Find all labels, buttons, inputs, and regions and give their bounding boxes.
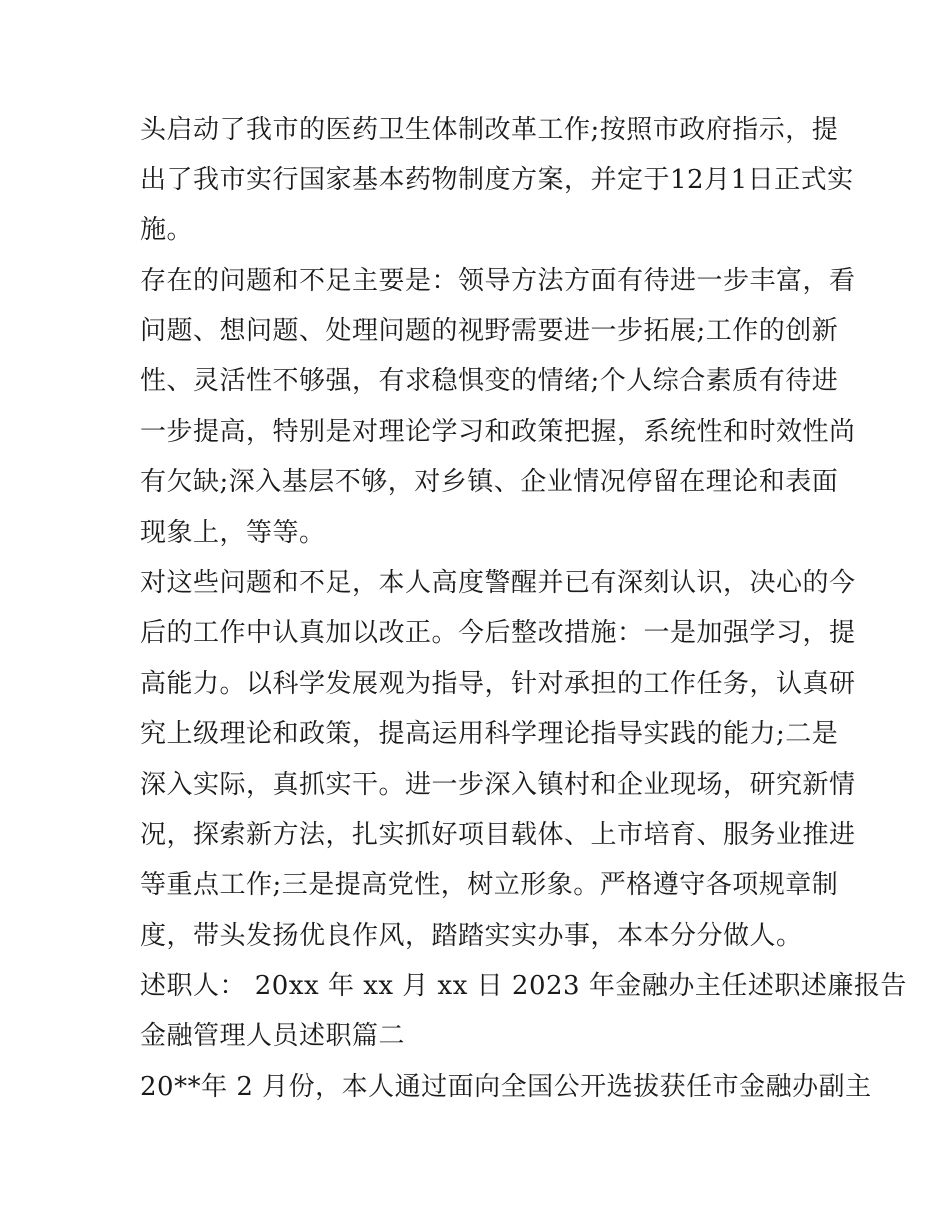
text-line: 等重点工作;三是提高党性，树立形象。严格遵守各项规章制 xyxy=(140,870,839,900)
text-line: 存在的问题和不足主要是：领导方法方面有待进一步丰富，看 xyxy=(140,266,856,296)
text-line: 出了我市实行国家基本药物制度方案，并定于12月1日正式实 xyxy=(140,165,854,195)
text-line: 施。 xyxy=(140,215,194,245)
text-line: 深入实际，真抓实干。进一步深入镇村和企业现场，研究新情 xyxy=(140,770,856,800)
text-line: 述职人： 20xx 年 xx 月 xx 日 2023 年金融办主任述职述廉报告 xyxy=(140,971,907,1001)
text-line: 头启动了我市的医药卫生体制改革工作;按照市政府指示，提 xyxy=(140,115,839,145)
text-line: 高能力。以科学发展观为指导，针对承担的工作任务，认真研 xyxy=(140,669,856,699)
text-line: 问题、想问题、处理问题的视野需要进一步拓展;工作的创新 xyxy=(140,316,839,346)
text-line: 对这些问题和不足，本人高度警醒并已有深刻认识，决心的今 xyxy=(140,568,856,598)
section-heading: 金融管理人员述职篇二 xyxy=(140,1021,406,1051)
text-line: 现象上，等等。 xyxy=(140,518,326,548)
text-line: 性、灵活性不够强，有求稳惧变的情绪;个人综合素质有待进 xyxy=(140,366,839,396)
text-line: 究上级理论和政策，提高运用科学理论指导实践的能力;二是 xyxy=(140,719,839,749)
text-line: 后的工作中认真加以改正。今后整改措施：一是加强学习，提 xyxy=(140,618,856,648)
text-line: 度，带头发扬优良作风，踏踏实实办事，本本分分做人。 xyxy=(140,921,803,951)
text-line: 况，探索新方法，扎实抓好项目载体、上市培育、服务业推进 xyxy=(140,820,856,850)
text-line: 20**年 2 月份，本人通过面向全国公开选拔获任市金融办副主 xyxy=(140,1072,872,1102)
text-line: 一步提高，特别是对理论学习和政策把握，系统性和时效性尚 xyxy=(140,417,856,447)
text-line: 有欠缺;深入基层不够，对乡镇、企业情况停留在理论和表面 xyxy=(140,467,839,497)
